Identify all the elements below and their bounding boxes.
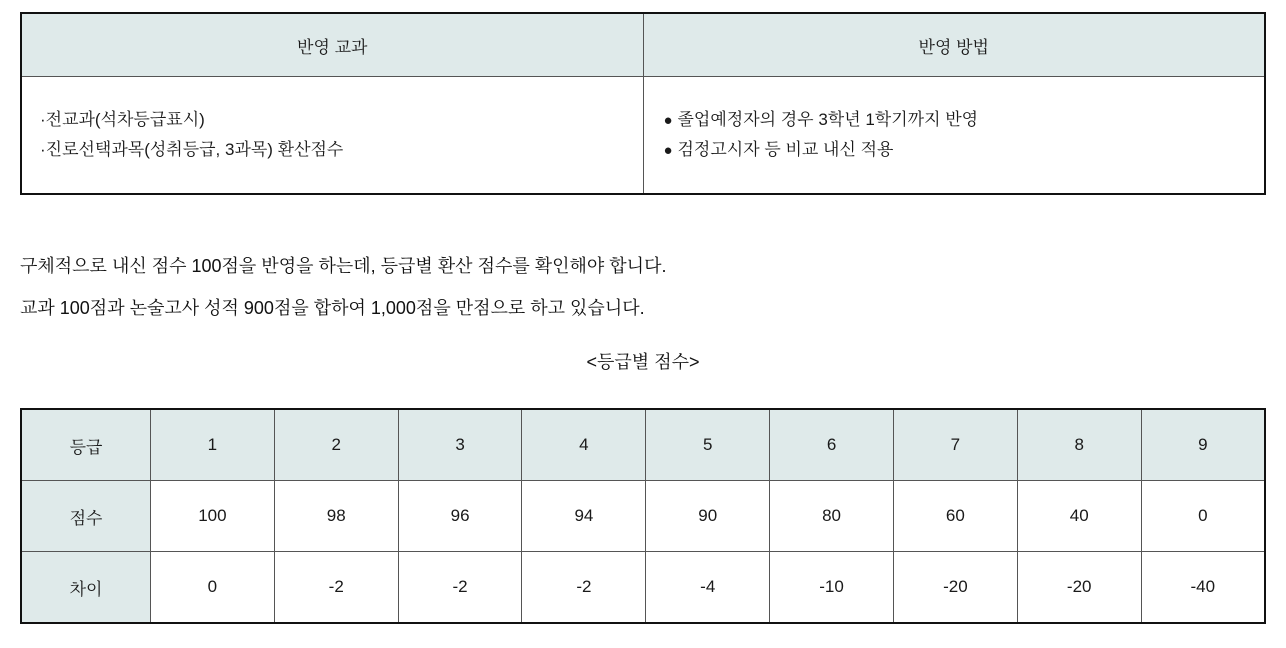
method-line-2-text: 검정고시자 등 비교 내신 적용	[677, 140, 894, 159]
grade-table-caption: <등급별 점수>	[586, 352, 700, 372]
method-line-list	[662, 105, 1247, 165]
grade-col-7: 7	[893, 409, 1017, 481]
reflection-table	[20, 12, 1266, 195]
subject-line-list	[40, 105, 625, 165]
diff-cell-1: 0	[151, 552, 275, 624]
score-cell-1: 100	[151, 481, 275, 552]
reflection-method-cell	[643, 77, 1265, 195]
reflection-method-header: 반영 방법	[643, 13, 1265, 77]
diff-cell-4: -2	[522, 552, 646, 624]
diff-cell-3: -2	[398, 552, 522, 624]
score-cell-2: 98	[274, 481, 398, 552]
method-line-2	[662, 135, 1247, 165]
grade-col-4: 4	[522, 409, 646, 481]
bullet-icon: ●	[663, 142, 673, 159]
grade-col-3: 3	[398, 409, 522, 481]
diff-cell-8: -20	[1017, 552, 1141, 624]
paragraph-1: 구체적으로 내신 점수 100점을 반영을 하는데, 등급별 환산 점수를 확인해야 합니다.	[20, 256, 667, 276]
grade-col-8: 8	[1017, 409, 1141, 481]
grade-table-body	[21, 481, 1265, 624]
method-line-1-text: 졸업예정자의 경우 3학년 1학기까지 반영	[677, 110, 979, 130]
method-line-1	[662, 105, 1247, 135]
table-row	[21, 13, 1265, 77]
bullet-icon: ●	[663, 112, 673, 130]
diff-cell-9: -40	[1141, 552, 1265, 624]
paragraph-2: 교과 100점과 논술고사 성적 900점을 합하여 1,000점을 만점으로 하고 있습니다.	[20, 298, 645, 318]
table-row	[21, 409, 1265, 481]
table-row	[21, 552, 1265, 624]
reflection-subject-header: 반영 교과	[21, 13, 643, 77]
table-row	[21, 77, 1265, 195]
score-cell-4: 94	[522, 481, 646, 552]
score-cell-7: 60	[893, 481, 1017, 552]
grade-table-head	[21, 409, 1265, 481]
table-row	[21, 481, 1265, 552]
diff-cell-6: -10	[770, 552, 894, 624]
grade-col-2: 2	[274, 409, 398, 481]
subject-line-2: ·진로선택과목(성취등급, 3과목) 환산점수	[40, 140, 344, 159]
grade-row-header: 등급	[21, 409, 151, 481]
diff-cell-7: -20	[893, 552, 1017, 624]
grade-col-6: 6	[770, 409, 894, 481]
diff-cell-2: -2	[274, 552, 398, 624]
diff-cell-5: -4	[646, 552, 770, 624]
reflection-subject-cell	[21, 77, 643, 195]
diff-row-header: 차이	[21, 552, 151, 624]
score-row-header: 점수	[21, 481, 151, 552]
grade-score-table	[20, 408, 1266, 624]
score-cell-5: 90	[646, 481, 770, 552]
score-cell-6: 80	[770, 481, 894, 552]
grade-col-5: 5	[646, 409, 770, 481]
grade-col-9: 9	[1141, 409, 1265, 481]
reflection-table-head	[21, 13, 1265, 77]
reflection-table-body	[21, 77, 1265, 195]
score-cell-8: 40	[1017, 481, 1141, 552]
score-cell-3: 96	[398, 481, 522, 552]
grade-col-1: 1	[151, 409, 275, 481]
score-cell-9: 0	[1141, 481, 1265, 552]
subject-line-1: ·전교과(석차등급표시)	[40, 110, 205, 130]
